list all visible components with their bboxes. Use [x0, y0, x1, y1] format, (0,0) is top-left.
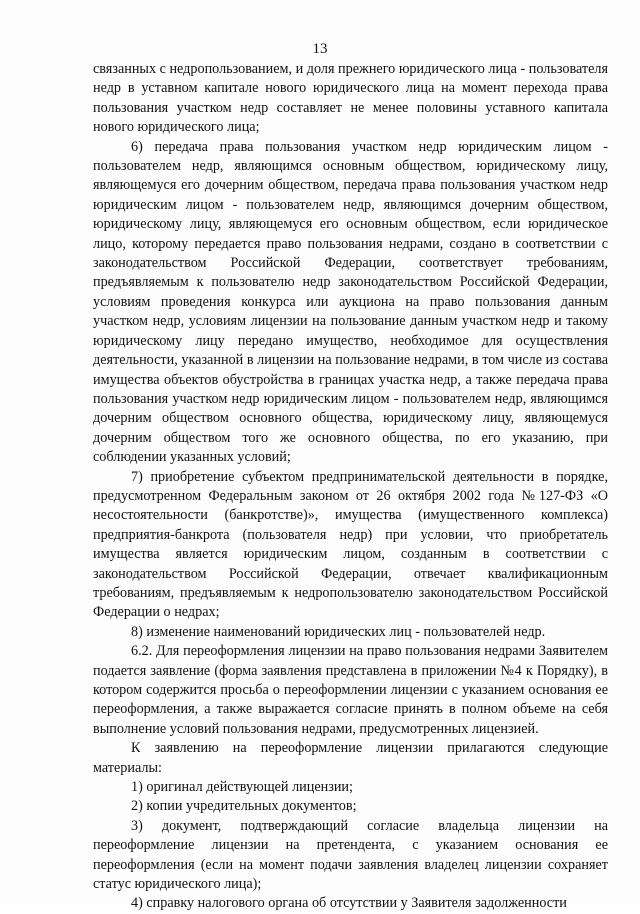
document-body: [93, 60, 608, 914]
list-item-4: 4) справку налогового органа об отсутствии у Заявителя задолженности: [131, 895, 567, 912]
paragraph-section-6-2: 6.2. Для переоформления лицензии на право пользования недрами Заявителем подается заявление (форма заявления представлена в приложении №4 к Порядку), в котором содержится просьба о переоформлении лицензии с указанием основания ее переоформления, а также выражается согласие принять в полном объеме на себя выполнение условий пользования недрами, предусмотренных лицензией.: [93, 643, 608, 737]
list-item-1: 1) оригинал действующей лицензии;: [131, 779, 353, 796]
paragraph-continuation: связанных с недропользованием, и доля прежнего юридического лица - пользователя недр в уставном капитале нового юридического лица на момент перехода права пользования участком недр составляет не менее половины уставного капитала нового юридического лица;: [93, 61, 608, 136]
page-number: 13: [312, 41, 328, 57]
paragraph-attachments-intro: К заявлению на переоформление лицензии прилагаются следующие материалы:: [93, 740, 608, 776]
paragraph-item-6: 6) передача права пользования участком недр юридическим лицом - пользователем недр, являющимся основным обществом, юридическому лицу, являющемуся его дочерним обществом, передача права пользования участком недр юридическим лицом - пользователем недр, являющимся дочерним обществом, юридическому лицу, являющемуся его основным обществом, если юридическое лицо, которому передается право пользования недрами, создано в соответствии с законодательством Российской Федерации, соответствует требованиям, предъявляемым к пользователю недр законодательством Российской Федерации, условиям проведения конкурса или аукциона на право пользования данным участком недр, условиям лицензии на пользование данным участком недр и такому юридическому лицу передано имущество, необходимое для осуществления деятельности, указанной в лицензии на пользование недрами, в том числе из состава имущества объектов обустройства в границах участка недр, а также передача права пользования участком недр юридическим лицом - пользователем недр, являющимся дочерним обществом основного общества, юридическому лицу, являющемуся дочерним обществом того же основного общества, по его указанию, при соблюдении указанных условий;: [93, 138, 608, 466]
paragraph-item-7: 7) приобретение субъектом предпринимательской деятельности в порядке, предусмотренном Федеральным законом от 26 октября 2002 года №127-ФЗ «О несостоятельности (банкротстве)», имущества (имущественного комплекса) предприятия-банкрота (пользователя недр) при условии, что приобретатель имущества является юридическим лицом, созданным в соответствии с законодательством Российской Федерации, отвечает квалификационным требованиям, предъявляемым к недропользователю законодательством Российской Федерации о недрах;: [93, 468, 608, 621]
list-item-3: 3) документ, подтверждающий согласие владельца лицензии на переоформление лицензии на претендента, с указанием основания ее переоформления (если на момент подачи заявления владелец лицензии сохраняет статус юридического лица);: [93, 817, 608, 893]
paragraph-item-8: 8) изменение наименований юридических лиц - пользователей недр.: [131, 623, 546, 640]
list-item-2: 2) копии учредительных документов;: [131, 798, 357, 815]
